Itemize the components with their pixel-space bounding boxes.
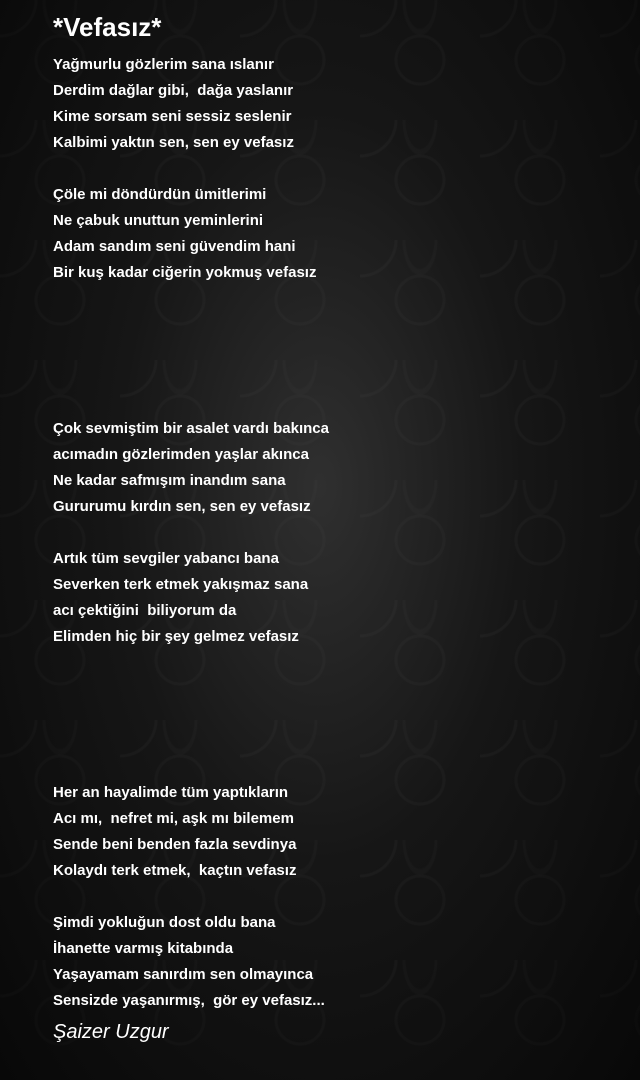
poem-line: Yaşayamam sanırdım sen olmayınca <box>53 966 314 983</box>
poem-line: acı çektiğini biliyorum da <box>53 602 237 619</box>
poem-line: Ne çabuk unuttun yeminlerini <box>53 212 264 229</box>
poem-line: Sensizde yaşanırmış, gör ey vefasız... <box>53 992 325 1009</box>
poem-line: Derdim dağlar gibi, dağa yaslanır <box>53 82 294 99</box>
stanza-6 <box>53 910 613 1014</box>
poem-line: Bir kuş kadar ciğerin yokmuş vefasız <box>53 264 317 281</box>
stanza-spacer <box>53 884 613 910</box>
stanza-2 <box>53 182 613 286</box>
poem-line: Sende beni benden fazla sevdinya <box>53 836 297 853</box>
poem-line: Severken terk etmek yakışmaz sana <box>53 576 309 593</box>
stanza-5 <box>53 780 613 884</box>
poem-line: Artık tüm sevgiler yabancı bana <box>53 550 279 567</box>
poem-line: Çok sevmiştim bir asalet vardı bakınca <box>53 420 329 437</box>
poem-author: Şaizer Uzgur <box>53 1021 169 1043</box>
poem-line: Şimdi yokluğun dost oldu bana <box>53 914 276 931</box>
poem-line: Gururumu kırdın sen, sen ey vefasız <box>53 498 311 515</box>
stanza-spacer <box>53 156 613 182</box>
poem-line: Kalbimi yaktın sen, sen ey vefasız <box>53 134 294 151</box>
poem-line: Kime sorsam seni sessiz seslenir <box>53 108 292 125</box>
poem-body <box>53 52 613 1014</box>
poem-line: Kolaydı terk etmek, kaçtın vefasız <box>53 862 297 879</box>
stanza-4 <box>53 546 613 650</box>
poem-line: Çöle mi döndürdün ümitlerimi <box>53 186 267 203</box>
stanza-spacer <box>53 520 613 546</box>
poem-line: acımadın gözlerimden yaşlar akınca <box>53 446 309 463</box>
poem-line: Elimden hiç bir şey gelmez vefasız <box>53 628 299 645</box>
section-spacer <box>53 650 613 780</box>
poem-line: İhanette varmış kitabında <box>53 940 234 957</box>
poem-line: Her an hayalimde tüm yaptıkların <box>53 784 289 801</box>
poem-line: Yağmurlu gözlerim sana ıslanır <box>53 56 274 73</box>
section-spacer <box>53 286 613 416</box>
poem-line: Ne kadar safmışım inandım sana <box>53 472 286 489</box>
stanza-1 <box>53 52 613 156</box>
poem-line: Adam sandım seni güvendim hani <box>53 238 296 255</box>
poem-line: Acı mı, nefret mi, aşk mı bilemem <box>53 810 294 827</box>
stanza-3 <box>53 416 613 520</box>
poem-title: *Vefasız* <box>53 12 162 42</box>
